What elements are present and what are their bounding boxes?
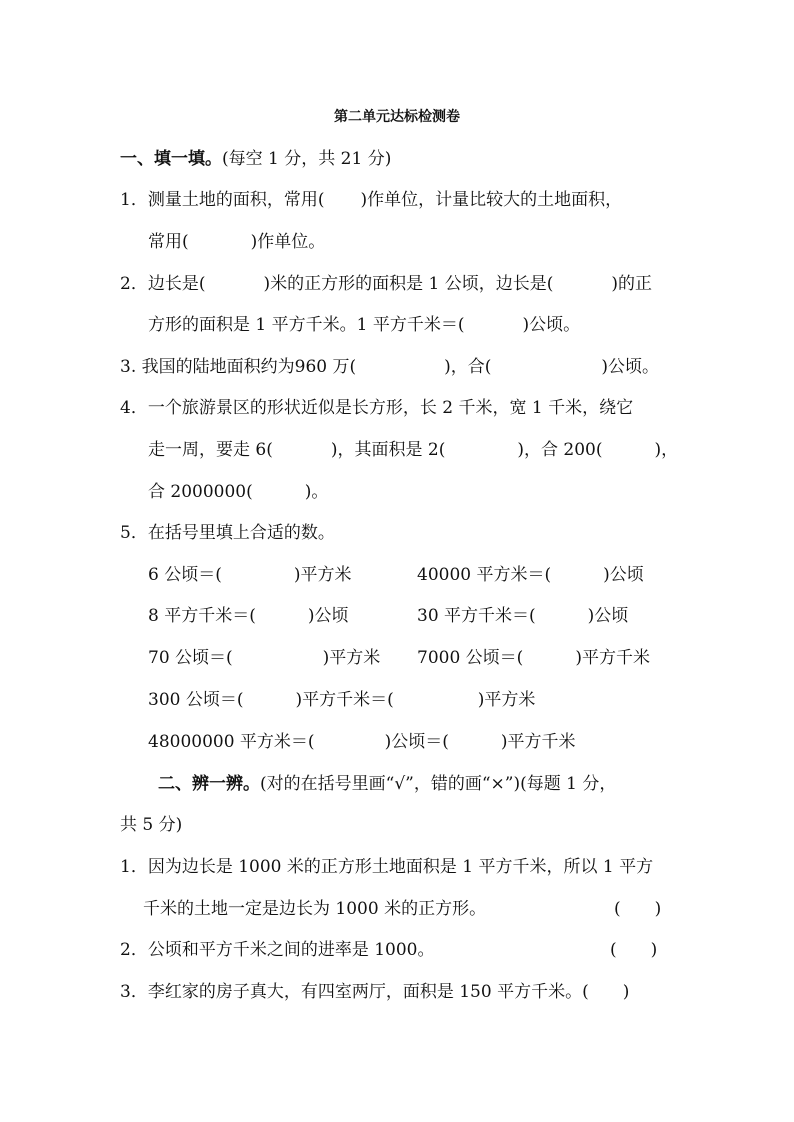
q-text: )，合( — [444, 357, 492, 377]
q-number: 2． — [120, 940, 148, 960]
q-text: 在括号里填上合适的数。 — [147, 523, 335, 543]
q-text: 3. 我国的陆地面积约为960 万( — [120, 357, 357, 377]
q-text: 48000000 平方米＝( — [148, 732, 315, 752]
question-2-2 — [120, 939, 435, 961]
conversion-row-4 — [148, 689, 535, 711]
conversion-row-3a — [148, 647, 380, 669]
q-text: 一个旅游景区的形状近似是长方形，长 2 千米，宽 1 千米，绕它 — [147, 398, 634, 418]
question-1-2-cont — [148, 314, 580, 336]
q-text: 因为边长是 1000 米的正方形土地面积是 1 平方千米，所以 1 平方 — [147, 857, 654, 877]
question-2-3 — [120, 981, 629, 1003]
q-text: )平方米 — [322, 648, 381, 668]
section1-heading: 一、填一填。 — [120, 149, 222, 169]
q-text: 7000 公顷＝( — [417, 648, 524, 668]
q-text: 边长是( — [147, 274, 206, 294]
answer-blank: ( ) — [614, 899, 662, 919]
question-2-1-cont: 千米的土地一定是边长为 1000 米的正方形。 — [143, 899, 487, 919]
q-text: 70 公顷＝( — [148, 648, 233, 668]
q-text: )米的正方形的面积是 1 公顷，边长是( — [263, 274, 554, 294]
conversion-row-2b — [417, 605, 628, 627]
section1-note: (每空 1 分，共 21 分) — [222, 149, 392, 169]
q-text: )平方米 — [293, 565, 352, 585]
q-number: 2． — [120, 274, 148, 294]
q-text: )平方千米＝( — [295, 690, 394, 710]
q-text: )，其面积是 2( — [330, 440, 446, 460]
question-1-1 — [120, 189, 622, 211]
section2-note: (对的在括号里画“√”，错的画“×”)(每题 1 分， — [260, 774, 617, 794]
q-text: 40000 平方米＝( — [417, 565, 552, 585]
conversion-row-5 — [148, 731, 575, 753]
conversion-row-3b — [417, 647, 650, 669]
q-text: 常用( — [148, 232, 189, 252]
section2-heading: 二、辨一辨。 — [158, 774, 260, 794]
conversion-row-1a — [148, 564, 352, 586]
q-text: )公顷 — [307, 606, 349, 626]
q-text: 测量土地的面积，常用( — [147, 190, 325, 210]
q-text: 8 平方千米＝( — [148, 606, 256, 626]
q-text: )作单位，计量比较大的土地面积， — [360, 190, 623, 210]
q-text: 合 2000000( — [148, 482, 253, 502]
q-text: )公顷＝( — [384, 732, 449, 752]
q-text: )公顷。 — [522, 315, 581, 335]
conversion-row-2a — [148, 605, 349, 627]
page-title: 第二单元达标检测卷 — [334, 109, 460, 125]
q-text: )平方米 — [477, 690, 536, 710]
q-text: 30 平方千米＝( — [417, 606, 536, 626]
q-number: 3． — [120, 982, 148, 1002]
q-text: )，合 200( — [517, 440, 603, 460]
q-text: )公顷 — [603, 565, 644, 585]
section2-header — [158, 773, 616, 795]
q-number: 1． — [120, 190, 148, 210]
q-number: 1． — [120, 857, 148, 877]
q-number: 5． — [120, 523, 148, 543]
q-text: )公顷 — [587, 606, 629, 626]
q-number: 4． — [120, 398, 148, 418]
q-text: )平方千米 — [500, 732, 576, 752]
q-text: )平方千米 — [575, 648, 650, 668]
question-2-1 — [120, 856, 653, 878]
q-text: 6 公顷＝( — [148, 565, 222, 585]
q-text: 走一周，要走 6( — [148, 440, 273, 460]
q-text: )。 — [304, 482, 329, 502]
q-text: )作单位。 — [250, 232, 326, 252]
question-1-4-cont2 — [148, 481, 328, 503]
q-text: )， — [654, 440, 679, 460]
question-1-1-cont — [148, 231, 325, 253]
answer-blank: ( ) — [610, 940, 658, 960]
question-1-5 — [120, 522, 335, 544]
question-1-4-cont — [148, 439, 678, 461]
conversion-row-1b — [417, 564, 644, 586]
question-1-3 — [120, 356, 659, 378]
q-text: 方形的面积是 1 平方千米。1 平方千米＝( — [148, 315, 465, 335]
q-text: 李红家的房子真大，有四室两厅，面积是 150 平方千米。( ) — [147, 982, 630, 1002]
q-text: )的正 — [611, 274, 652, 294]
question-1-2 — [120, 273, 652, 295]
section1-header — [120, 148, 391, 170]
q-text: 公顷和平方千米之间的进率是 1000。 — [147, 940, 435, 960]
q-text: 300 公顷＝( — [148, 690, 244, 710]
q-text: )公顷。 — [601, 357, 660, 377]
section2-note-cont: 共 5 分) — [120, 815, 183, 835]
question-1-4 — [120, 397, 633, 419]
